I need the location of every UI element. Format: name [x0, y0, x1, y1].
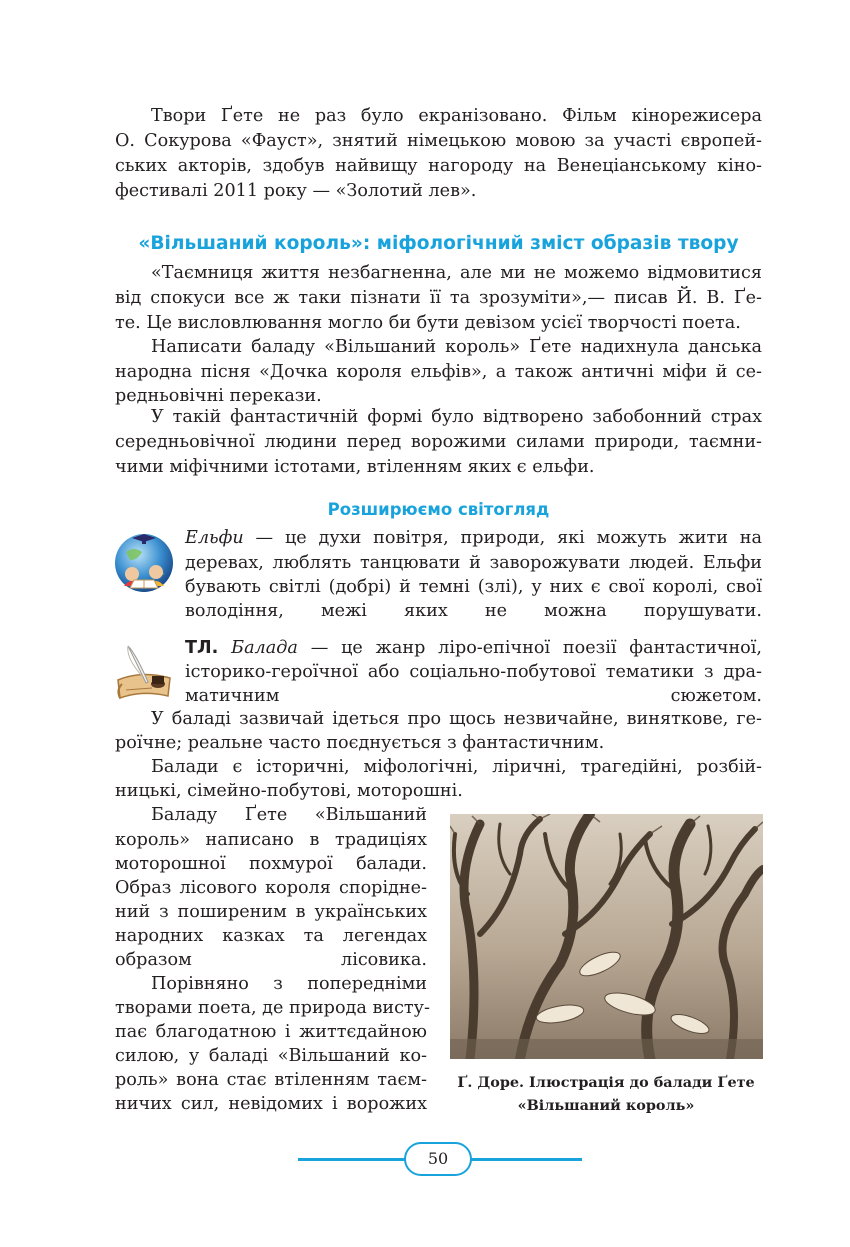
elf-term: Ельфи	[185, 528, 244, 548]
column-line: моторошної похмурої балади.	[115, 854, 427, 874]
intro-line: О. Сокурова «Фауст», знятий німецькою мовою за участі європей-	[115, 131, 762, 151]
column-line: силою, у баладі «Вільшаний ко-	[115, 1046, 427, 1066]
tl-label: ТЛ.	[185, 638, 219, 658]
quill-scroll-icon	[112, 640, 176, 702]
column-line: роль» вона стає втіленням таєм-	[115, 1070, 427, 1090]
column-line: Порівняно з попередніми	[151, 974, 427, 994]
body-line: ницькі, сімейно-побутові, моторошні.	[115, 781, 463, 801]
column-line: пає благодатною і життєдайною	[115, 1022, 427, 1042]
body-line: «Таємниця життя незбагненна, але ми не можемо відмовитися	[151, 263, 762, 283]
ballad-text: — це жанр ліро-епічної поезії фантастичної,	[297, 638, 762, 658]
elf-definition-line	[185, 526, 762, 550]
intro-line: фестивалі 2011 року — «Золотий лев».	[115, 181, 477, 201]
page-number: 50	[404, 1142, 472, 1176]
body-line: роїчне; реальне часто поєднується з фантастичним.	[115, 733, 605, 753]
body-line: редньовічні перекази.	[115, 386, 322, 406]
page-number-rule-left	[298, 1158, 406, 1161]
page-number-rule-right	[470, 1158, 582, 1161]
dore-illustration	[450, 814, 763, 1059]
section-heading: «Вільшаний король»: міфологічний зміст образів твору	[138, 233, 739, 254]
body-line: У такій фантастичній формі було відтворено забобонний страх	[151, 407, 762, 427]
ballad-definition-line: матичним сюжетом.	[185, 686, 762, 706]
intro-line: ських акторів, здобув найвищу нагороду на Венеціанському кіно-	[115, 156, 762, 176]
column-line: народних казках та легендах	[115, 926, 427, 946]
elf-text: — це духи повітря, природи, які можуть жити на	[243, 528, 762, 548]
column-line: ничих сил, невідомих і ворожих	[115, 1094, 427, 1114]
column-line: Баладу Ґете «Вільшаний	[151, 805, 427, 825]
illustration-caption: Ґ. Доре. Ілюстрація до балади Ґете	[457, 1074, 755, 1091]
column-line: король» написано в традиціях	[115, 830, 427, 850]
elf-definition-line: бувають світлі (добрі) й темні (злі), у них є свої королі, свої	[185, 577, 762, 597]
intro-line: Твори Ґете не раз було екранізовано. Фільм кінорежисера	[151, 106, 762, 126]
column-line: ний з поширеним в українських	[115, 902, 427, 922]
body-line: від спокуси все ж таки пізнати її та зрозуміти»,— писав Й. В. Ґе-	[115, 288, 762, 308]
column-line: Образ лісового короля спорідне-	[115, 878, 427, 898]
body-line: Балади є історичні, міфологічні, ліричні, трагедійні, розбій-	[151, 757, 762, 777]
globe-kids-icon	[112, 530, 176, 596]
ballad-term: Балада	[231, 638, 298, 658]
body-line: те. Це висловлювання могло би бути девізом усієї творчості поета.	[115, 313, 741, 333]
ballad-definition-line: історико-героїчної або соціально-побутової тематики з дра-	[185, 662, 762, 682]
subheading-worldview: Розширюємо світогляд	[327, 500, 550, 519]
body-line: чими міфічними істотами, втіленням яких є ельфи.	[115, 457, 595, 477]
body-line: середньовічної людини перед ворожими силами природи, таємни-	[115, 432, 762, 452]
body-line: У баладі зазвичай ідеться про щось незвичайне, виняткове, ге-	[151, 709, 762, 729]
illustration-caption: «Вільшаний король»	[517, 1097, 695, 1114]
elf-definition-line: деревах, люблять танцювати й заворожувати людей. Ельфи	[185, 553, 762, 573]
column-line: творами поета, де природа висту-	[115, 998, 430, 1018]
body-line: Написати баладу «Вільшаний король» Ґете надихнула данська	[151, 337, 762, 357]
body-line: народна пісня «Дочка короля ельфів», а також античні міфи й се-	[115, 362, 762, 382]
ballad-definition-line	[185, 636, 762, 660]
elf-definition-line: володіння, межі яких не можна порушувати.	[185, 601, 762, 621]
column-line: образом лісовика.	[115, 950, 427, 970]
